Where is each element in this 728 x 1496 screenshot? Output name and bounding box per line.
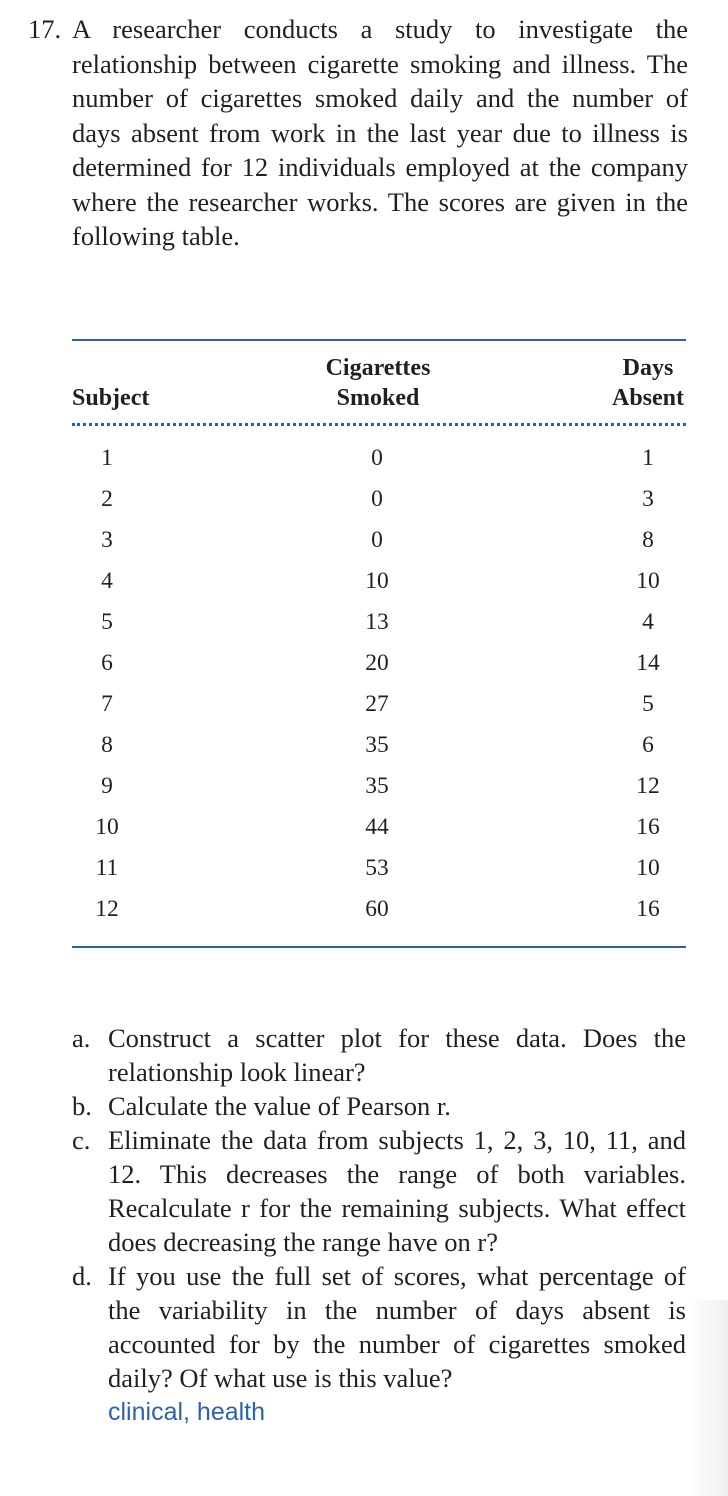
- cell-days: 3: [642, 486, 654, 512]
- cell-subject: 5: [101, 609, 113, 635]
- problem-text: A researcher conducts a study to investigate the relationship between cigarette smoking and illness. The number of cigarettes smoked daily and the number of days absent from work in the last year due to illness is determined for 12 individuals employed at the company where the researcher works. The scores are given in the following table.: [72, 14, 688, 251]
- cell-days: 6: [642, 732, 654, 758]
- cell-days: 4: [642, 609, 654, 635]
- problem-statement: [28, 12, 688, 254]
- header-subject: Subject: [72, 385, 150, 411]
- table-row: [72, 444, 686, 485]
- question-part: [72, 1089, 686, 1123]
- cell-cigarettes: 0: [371, 445, 383, 471]
- problem-parts: [72, 1021, 686, 1429]
- cell-subject: 2: [101, 486, 113, 512]
- header-cigarettes-smoked: [278, 353, 478, 413]
- cell-days: 14: [636, 650, 660, 676]
- cell-days: 12: [636, 773, 660, 799]
- table-row: [72, 649, 686, 690]
- part-text: Calculate the value of Pearson r.: [108, 1091, 451, 1121]
- table-row: [72, 813, 686, 854]
- cell-subject: 10: [95, 814, 119, 840]
- cell-days: 1: [642, 445, 654, 471]
- table-header: [72, 341, 686, 413]
- cell-cigarettes: 35: [365, 732, 389, 758]
- cell-cigarettes: 53: [365, 855, 389, 881]
- data-table: [72, 339, 686, 948]
- header-cigarettes-line1: Cigarettes: [325, 355, 431, 381]
- part-text: Construct a scatter plot for these data. Does the relationship look linear?: [108, 1023, 686, 1087]
- cell-subject: 3: [101, 527, 113, 553]
- table-row: [72, 854, 686, 895]
- cell-cigarettes: 10: [365, 568, 389, 594]
- header-days-absent: [612, 353, 684, 413]
- table-body: [72, 444, 686, 936]
- table-row: [72, 567, 686, 608]
- table-row: [72, 731, 686, 772]
- cell-subject: 4: [101, 568, 113, 594]
- part-label: a.: [72, 1023, 91, 1053]
- cell-subject: 6: [101, 650, 113, 676]
- cell-cigarettes: 44: [365, 814, 389, 840]
- part-text: If you use the full set of scores, what percentage of the variability in the number of days absent is accounted for by the number of cigarettes smoked daily? Of what use is this value?: [108, 1261, 686, 1393]
- cell-subject: 8: [101, 732, 113, 758]
- cell-cigarettes: 20: [365, 650, 389, 676]
- cell-cigarettes: 35: [365, 773, 389, 799]
- question-part: [72, 1123, 686, 1259]
- cell-subject: 12: [95, 896, 119, 922]
- cell-subject: 7: [101, 691, 113, 717]
- cell-days: 16: [636, 896, 660, 922]
- cell-days: 10: [636, 855, 660, 881]
- question-part: [72, 1021, 686, 1089]
- table-row: [72, 772, 686, 813]
- table-row: [72, 485, 686, 526]
- part-label: c.: [72, 1125, 91, 1155]
- cell-cigarettes: 27: [365, 691, 389, 717]
- table-row: [72, 690, 686, 731]
- table-bottom-rule: [72, 946, 686, 948]
- header-dotted-rule: [72, 423, 686, 426]
- part-label: b.: [72, 1091, 92, 1121]
- table-row: [72, 526, 686, 567]
- cell-days: 10: [636, 568, 660, 594]
- cell-subject: 9: [101, 773, 113, 799]
- header-days-line2: Absent: [611, 385, 684, 411]
- cell-days: 5: [642, 691, 654, 717]
- problem-number: 17.: [28, 14, 62, 44]
- question-part: [72, 1259, 686, 1395]
- page-edge-shadow: [688, 1300, 728, 1496]
- table-row: [72, 608, 686, 649]
- cell-days: 16: [636, 814, 660, 840]
- cell-cigarettes: 0: [371, 527, 383, 553]
- header-cigarettes-line2: Smoked: [336, 385, 420, 411]
- topic-tags: clinical, health: [108, 1398, 266, 1426]
- cell-cigarettes: 0: [371, 486, 383, 512]
- cell-cigarettes: 13: [365, 609, 389, 635]
- cell-subject: 11: [95, 855, 119, 881]
- cell-subject: 1: [101, 445, 113, 471]
- part-label: d.: [72, 1261, 92, 1291]
- part-text: Eliminate the data from subjects 1, 2, 3, 10, 11, and 12. This decreases the range of both variables. Recalculate r for the remaining subjects. What effect does decreasing the range have on r?: [108, 1125, 686, 1257]
- header-days-line1: Days: [622, 355, 674, 381]
- cell-cigarettes: 60: [365, 896, 389, 922]
- table-row: [72, 895, 686, 936]
- cell-days: 8: [642, 527, 654, 553]
